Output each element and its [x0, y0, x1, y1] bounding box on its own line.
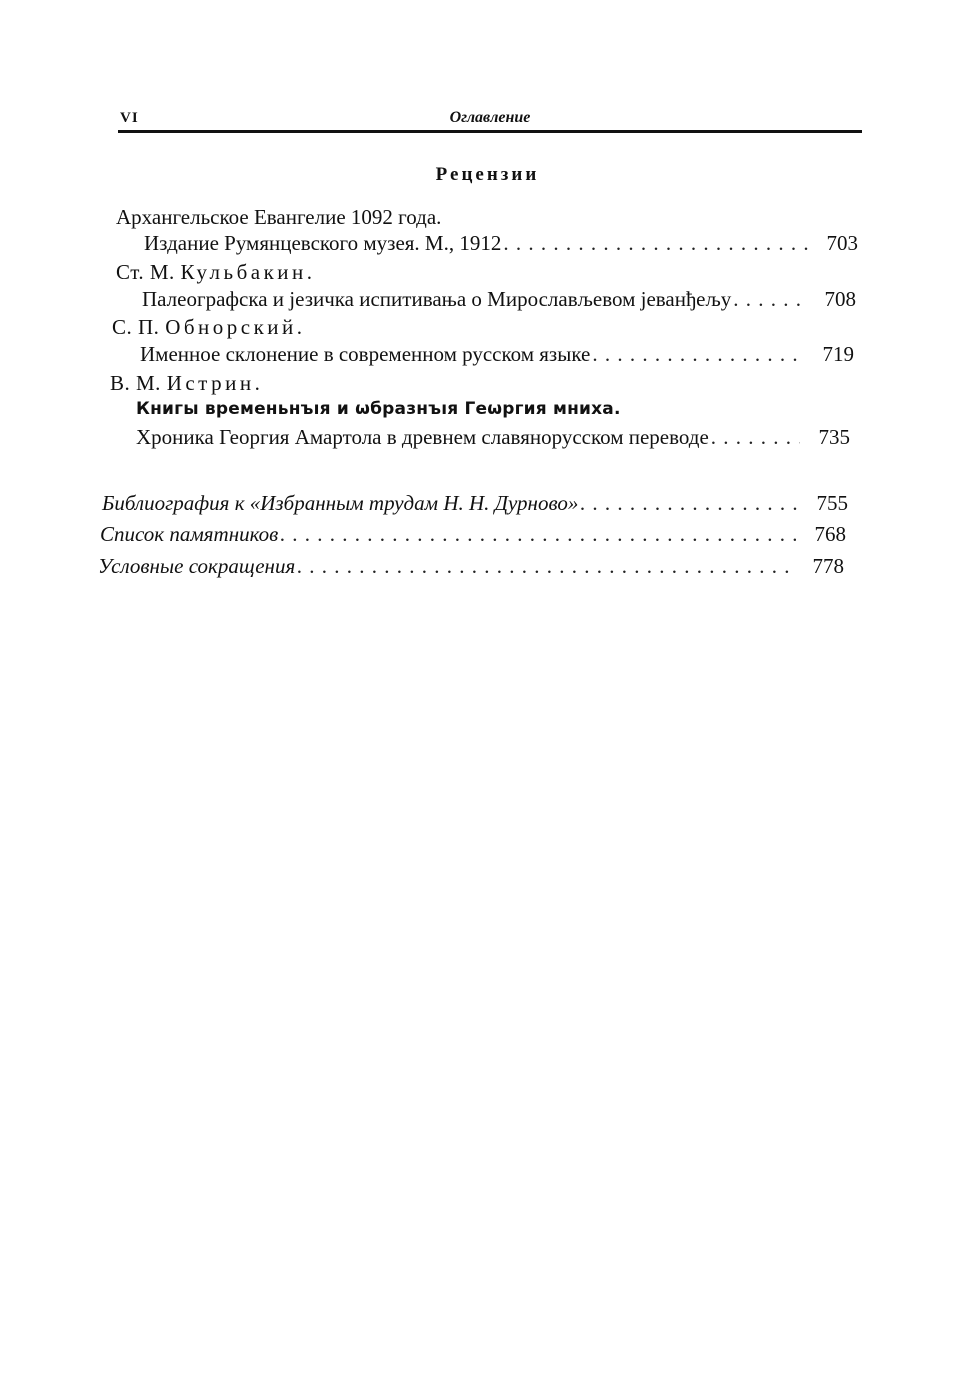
running-head-title: Оглавление [449, 109, 531, 126]
entry-title: Хроника Георгия Амартола в древнем славянорусском переводе [136, 425, 709, 449]
entry-page-number: 755 [816, 491, 848, 515]
entry-page-number: 768 [814, 522, 846, 546]
toc-entry-abbreviations[interactable] [98, 553, 844, 579]
toc-entry[interactable] [144, 230, 858, 256]
author-surname: Кульбакин. [180, 260, 316, 284]
author-initials: Ст. М. [116, 260, 181, 284]
dot-leader [280, 521, 796, 547]
dot-leader [711, 424, 800, 450]
dot-leader [503, 230, 808, 256]
entry-page-number: 778 [812, 554, 844, 578]
toc-entry[interactable] [136, 424, 850, 450]
section-heading: Рецензии [435, 164, 540, 185]
old-slavonic-title: Книгы временьнъıя и ѡбразнъıя Геѡргия мниха. [136, 399, 621, 419]
review-author [110, 370, 263, 396]
entry-title: Издание Румянцевского музея. М., 1912 [144, 231, 502, 255]
author-initials: С. П. [112, 315, 166, 339]
entry-page-number: 708 [824, 287, 856, 311]
review-author-text: Архангельское Евангелие 1092 года. [116, 205, 442, 229]
entry-title: Именное склонение в современном русском языке [140, 342, 591, 366]
review-author [112, 314, 306, 340]
dot-leader [592, 341, 804, 367]
entry-title: Библиография к «Избранным трудам Н. Н. Дурново» [102, 491, 579, 515]
entry-title: Палеографска и језичка испитивања о Мирослављевом јеванђељу [142, 287, 732, 311]
dot-leader [580, 490, 798, 516]
review-author [116, 259, 316, 285]
toc-entry-bibliography[interactable] [102, 490, 848, 516]
author-surname: Обнорский. [165, 315, 306, 339]
toc-entry[interactable] [140, 341, 854, 367]
entry-page-number: 719 [822, 342, 854, 366]
author-initials: В. М. [110, 371, 167, 395]
entry-title: Список памятников [100, 522, 279, 546]
author-surname: Истрин. [166, 371, 264, 395]
dot-leader [297, 553, 794, 579]
entry-page-number: 703 [826, 231, 858, 255]
page-folio: VI [120, 110, 139, 126]
header-rule [118, 130, 862, 133]
entry-title: Условные сокращения [98, 554, 296, 578]
entry-page-number: 735 [818, 425, 850, 449]
toc-entry[interactable] [142, 286, 856, 312]
dot-leader [733, 286, 806, 312]
running-head [118, 108, 862, 130]
review-author [116, 204, 441, 230]
toc-entry-monuments[interactable] [100, 521, 846, 547]
